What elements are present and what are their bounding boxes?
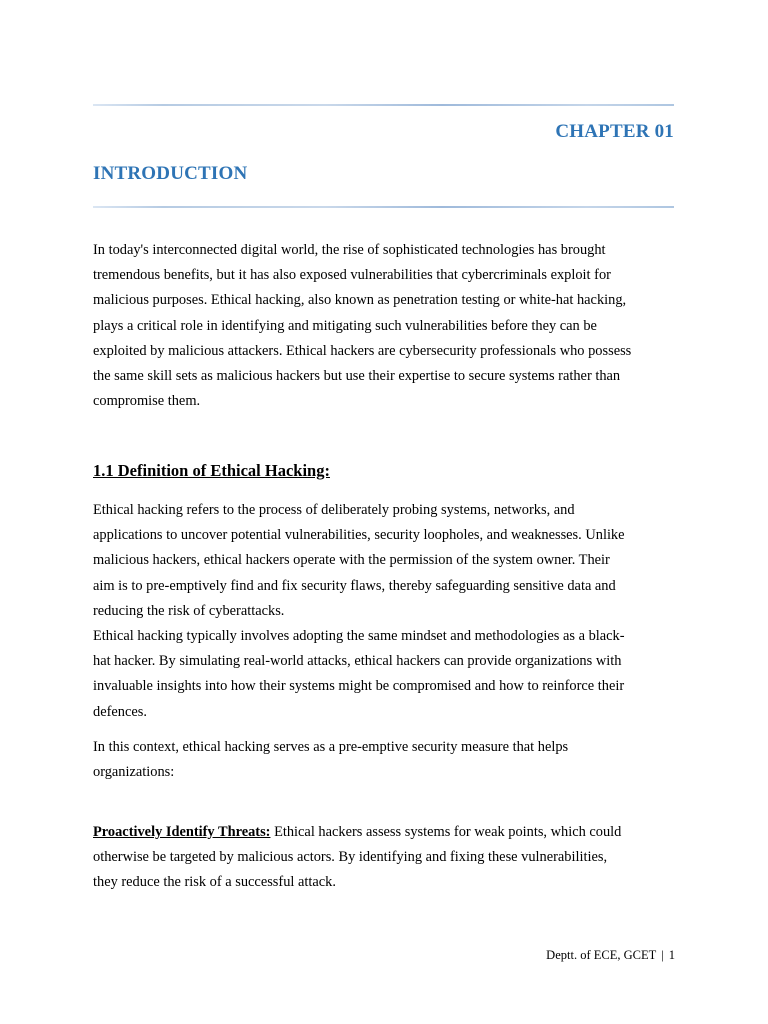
- text-line: exploited by malicious attackers. Ethical hackers are cybersecurity professionals who possess: [93, 342, 632, 359]
- text-line: [93, 820, 678, 845]
- intro-paragraph: [93, 238, 678, 414]
- proactive-text: Ethical hackers assess systems for weak points, which could: [270, 824, 622, 840]
- text-line: organizations:: [93, 764, 175, 781]
- footer-department: Deptt. of ECE, GCET: [546, 948, 657, 962]
- text-line: Ethical hacking refers to the process of deliberately probing systems, networks, and: [93, 502, 575, 518]
- text-line: otherwise be targeted by malicious actors. By identifying and fixing these vulnerabilities,: [93, 849, 608, 866]
- text-line: malicious purposes. Ethical hacking, also known as penetration testing or white-hat hacking,: [93, 292, 627, 309]
- section-heading: 1.1 Definition of Ethical Hacking:: [93, 461, 330, 480]
- page-title: INTRODUCTION: [93, 163, 248, 184]
- context-paragraph: [93, 735, 678, 785]
- page-number: 1: [668, 948, 675, 962]
- text-line: plays a critical role in identifying and mitigating such vulnerabilities before they can be: [93, 317, 597, 334]
- text-line: they reduce the risk of a successful attack.: [93, 874, 336, 891]
- page-footer: [546, 948, 675, 963]
- text-line: tremendous benefits, but it has also exposed vulnerabilities that cybercriminals exploit for: [93, 267, 611, 284]
- text-line: applications to uncover potential vulnerabilities, security loopholes, and weaknesses. Unlike: [93, 527, 625, 544]
- top-divider: [93, 104, 674, 106]
- bottom-divider: [93, 206, 674, 208]
- footer-separator: |: [661, 948, 664, 962]
- proactive-label: Proactively Identify Threats:: [93, 824, 271, 840]
- text-line: In this context, ethical hacking serves as a pre-emptive security measure that helps: [93, 739, 569, 755]
- chapter-label: CHAPTER 01: [555, 121, 674, 142]
- text-line: reducing the risk of cyberattacks.: [93, 602, 285, 619]
- text-line: compromise them.: [93, 393, 201, 410]
- text-line: In today's interconnected digital world, the rise of sophisticated technologies has brought: [93, 242, 606, 258]
- text-line: invaluable insights into how their systems might be compromised and how to reinforce their: [93, 678, 625, 695]
- text-line: aim is to pre-emptively find and fix security flaws, thereby safeguarding sensitive data and: [93, 577, 616, 594]
- definition-paragraph: [93, 498, 678, 725]
- text-line: defences.: [93, 703, 147, 720]
- text-line: the same skill sets as malicious hackers but use their expertise to secure systems rather than: [93, 368, 621, 385]
- text-line: malicious hackers, ethical hackers operate with the permission of the system owner. Their: [93, 552, 610, 569]
- text-line: Ethical hacking typically involves adopting the same mindset and methodologies as a black-: [93, 628, 625, 645]
- text-line: hat hacker. By simulating real-world attacks, ethical hackers can provide organizations with: [93, 653, 622, 670]
- proactive-paragraph: [93, 820, 678, 896]
